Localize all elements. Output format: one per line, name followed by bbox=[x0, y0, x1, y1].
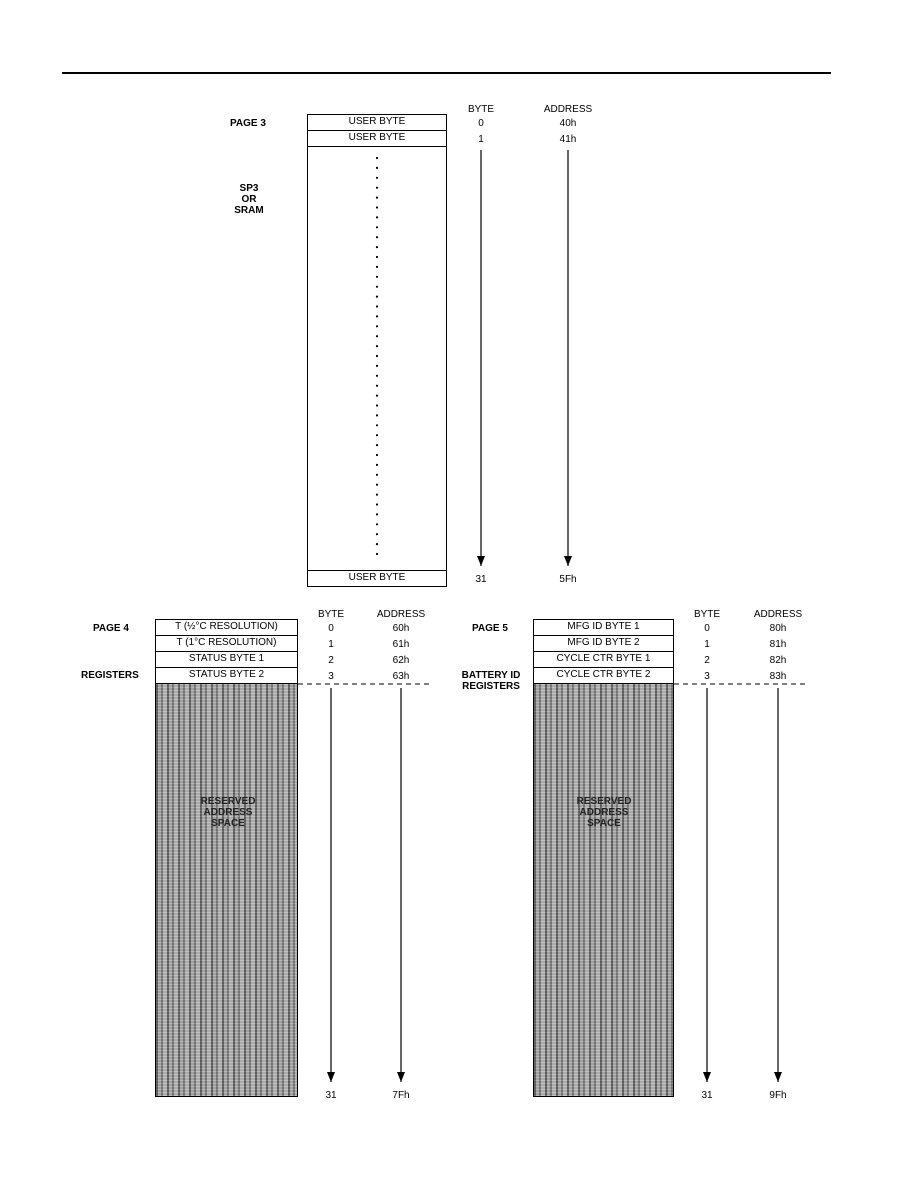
page5-row-1: MFG ID BYTE 2 bbox=[533, 635, 674, 652]
page5-byte-3: 3 bbox=[704, 671, 710, 682]
page5-byte-1: 1 bbox=[704, 639, 710, 650]
continuation-dot bbox=[376, 296, 378, 298]
page4-address-header: ADDRESS bbox=[376, 609, 426, 620]
continuation-dot bbox=[376, 335, 378, 337]
page4-row-0: T (½°C RESOLUTION) bbox=[155, 619, 298, 636]
continuation-dot bbox=[376, 375, 378, 377]
continuation-dot bbox=[376, 434, 378, 436]
continuation-dot bbox=[376, 553, 378, 555]
continuation-dot bbox=[376, 404, 378, 406]
page4-address-1: 61h bbox=[392, 639, 410, 650]
continuation-dot bbox=[376, 513, 378, 515]
continuation-dot bbox=[376, 474, 378, 476]
page4-byte-2: 2 bbox=[328, 655, 334, 666]
continuation-dot bbox=[376, 256, 378, 258]
page5-address-3: 83h bbox=[769, 671, 787, 682]
page3-address-arrowhead bbox=[564, 556, 572, 566]
page4-byte-0: 0 bbox=[328, 623, 334, 634]
page4-row-3: STATUS BYTE 2 bbox=[155, 667, 298, 684]
continuation-dot bbox=[376, 197, 378, 199]
page5-byte-end: 31 bbox=[701, 1090, 713, 1101]
page4-address-end: 7Fh bbox=[392, 1090, 410, 1101]
page4-byte-header: BYTE bbox=[317, 609, 345, 620]
page4-address-arrowhead bbox=[397, 1072, 405, 1082]
page4-byte-3: 3 bbox=[328, 671, 334, 682]
page5-label: PAGE 5 bbox=[472, 623, 508, 634]
page3-row-0: USER BYTE bbox=[307, 114, 447, 131]
page4-byte-arrowhead bbox=[327, 1072, 335, 1082]
page3-side-line-2: OR bbox=[241, 194, 257, 205]
page4-reserved-line-3: SPACE bbox=[211, 818, 245, 829]
page3-byte-arrowhead bbox=[477, 556, 485, 566]
page3-address-1: 41h bbox=[559, 134, 577, 145]
page4-address-0: 60h bbox=[392, 623, 410, 634]
continuation-dot bbox=[376, 355, 378, 357]
page5-byte-arrowhead bbox=[703, 1072, 711, 1082]
continuation-dot bbox=[376, 216, 378, 218]
continuation-dot bbox=[376, 494, 378, 496]
continuation-dot bbox=[376, 177, 378, 179]
page5-side-line-2: REGISTERS bbox=[462, 681, 520, 692]
continuation-dot bbox=[376, 454, 378, 456]
continuation-dot bbox=[376, 315, 378, 317]
page5-address-header: ADDRESS bbox=[753, 609, 803, 620]
continuation-dot bbox=[376, 424, 378, 426]
page3-byte-last: 31 bbox=[475, 574, 487, 585]
continuation-dot bbox=[376, 365, 378, 367]
continuation-dot bbox=[376, 533, 378, 535]
continuation-dot bbox=[376, 167, 378, 169]
page5-row-3: CYCLE CTR BYTE 2 bbox=[533, 667, 674, 684]
continuation-dot bbox=[376, 206, 378, 208]
page3-side-line-3: SRAM bbox=[234, 205, 264, 216]
page5-address-arrowhead bbox=[774, 1072, 782, 1082]
page3-row-last: USER BYTE bbox=[307, 570, 447, 587]
page4-row-2: STATUS BYTE 1 bbox=[155, 651, 298, 668]
page3-address-0: 40h bbox=[559, 118, 577, 129]
page5-address-1: 81h bbox=[769, 639, 787, 650]
continuation-dot bbox=[376, 414, 378, 416]
page3-address-last: 5Fh bbox=[559, 574, 577, 585]
continuation-dot bbox=[376, 187, 378, 189]
continuation-dot bbox=[376, 246, 378, 248]
continuation-dot bbox=[376, 464, 378, 466]
page5-byte-0: 0 bbox=[704, 623, 710, 634]
page5-address-0: 80h bbox=[769, 623, 787, 634]
page4-reserved-line-2: ADDRESS bbox=[203, 807, 253, 818]
page4-side-label: REGISTERS bbox=[81, 670, 139, 681]
page5-byte-header: BYTE bbox=[693, 609, 721, 620]
continuation-dot bbox=[376, 276, 378, 278]
page3-address-header: ADDRESS bbox=[543, 104, 593, 115]
page5-address-2: 82h bbox=[769, 655, 787, 666]
page4-byte-end: 31 bbox=[325, 1090, 337, 1101]
continuation-dot bbox=[376, 226, 378, 228]
continuation-dot bbox=[376, 395, 378, 397]
page3-byte-1: 1 bbox=[478, 134, 484, 145]
page5-reserved-line-3: SPACE bbox=[587, 818, 621, 829]
continuation-dot bbox=[376, 484, 378, 486]
page4-address-3: 63h bbox=[392, 671, 410, 682]
page4-row-1: T (1°C RESOLUTION) bbox=[155, 635, 298, 652]
continuation-dot bbox=[376, 543, 378, 545]
continuation-dot bbox=[376, 236, 378, 238]
page5-byte-2: 2 bbox=[704, 655, 710, 666]
page4-reserved-line-1: RESERVED bbox=[200, 796, 256, 807]
page3-dotted-continuation bbox=[376, 157, 378, 555]
continuation-dot bbox=[376, 444, 378, 446]
continuation-dot bbox=[376, 266, 378, 268]
page5-row-2: CYCLE CTR BYTE 1 bbox=[533, 651, 674, 668]
continuation-dot bbox=[376, 385, 378, 387]
page3-byte-header: BYTE bbox=[467, 104, 495, 115]
page4-byte-1: 1 bbox=[328, 639, 334, 650]
continuation-dot bbox=[376, 325, 378, 327]
continuation-dot bbox=[376, 523, 378, 525]
continuation-dot bbox=[376, 286, 378, 288]
continuation-dot bbox=[376, 157, 378, 159]
continuation-dot bbox=[376, 305, 378, 307]
page3-byte-0: 0 bbox=[478, 118, 484, 129]
page5-address-end: 9Fh bbox=[769, 1090, 787, 1101]
page3-row-1: USER BYTE bbox=[307, 130, 447, 147]
page4-address-2: 62h bbox=[392, 655, 410, 666]
page5-reserved-line-1: RESERVED bbox=[576, 796, 632, 807]
continuation-dot bbox=[376, 345, 378, 347]
page5-side-line-1: BATTERY ID bbox=[461, 670, 521, 681]
page5-row-0: MFG ID BYTE 1 bbox=[533, 619, 674, 636]
page4-label: PAGE 4 bbox=[93, 623, 129, 634]
continuation-dot bbox=[376, 503, 378, 505]
page5-reserved-line-2: ADDRESS bbox=[579, 807, 629, 818]
page3-side-line-1: SP3 bbox=[239, 183, 259, 194]
page3-label: PAGE 3 bbox=[230, 118, 266, 129]
